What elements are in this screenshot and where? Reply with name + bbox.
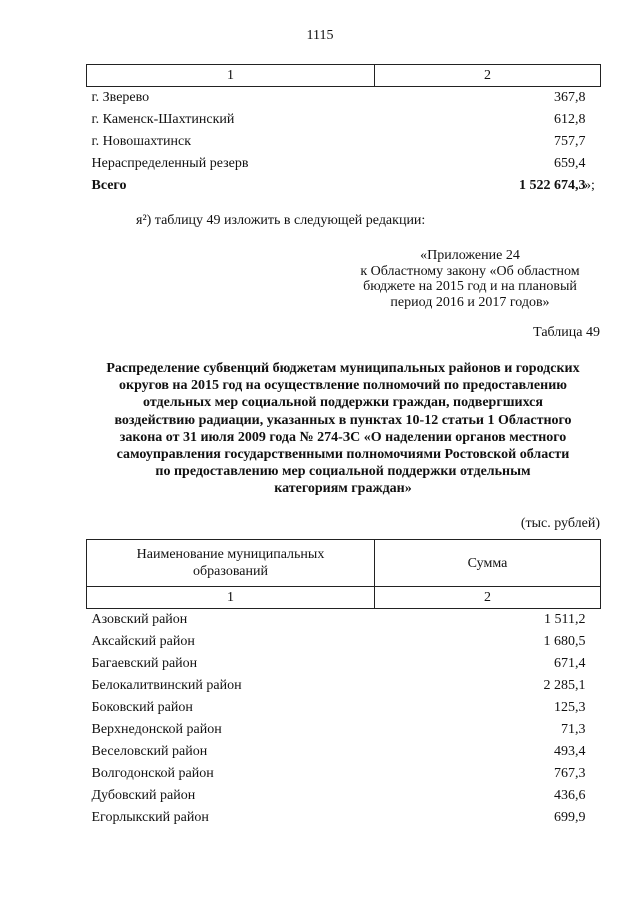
title-line: закона от 31 июля 2009 года № 274-ЗС «О наделении органов местного <box>119 429 567 445</box>
appendix-line: период 2016 и 2017 годов» <box>390 294 550 310</box>
row-value: 125,3 <box>554 700 586 715</box>
total-label: Всего <box>91 178 127 193</box>
row-value: 1 511,2 <box>544 612 586 627</box>
appendix-line: бюджете на 2015 год и на плановый <box>363 279 577 294</box>
row-name: Боковский район <box>91 700 193 715</box>
row-name: Белокалитвинский район <box>91 678 242 693</box>
table-row <box>87 653 601 675</box>
row-name: Азовский район <box>91 612 188 627</box>
row-name: Дубовский район <box>91 788 196 803</box>
row-value: 757,7 <box>554 134 586 149</box>
units-label: (тыс. рублей) <box>520 516 600 531</box>
table-row <box>87 109 601 131</box>
table-row <box>87 719 601 741</box>
column-number-2: 2 <box>375 587 601 609</box>
table-row <box>87 763 601 785</box>
row-value: 367,8 <box>554 90 586 105</box>
row-value: 671,4 <box>554 656 586 671</box>
document-title <box>86 360 600 498</box>
table-row <box>87 153 601 175</box>
appendix-line: к Областному закону «Об областном <box>360 263 580 279</box>
row-value: 659,4 <box>554 156 586 171</box>
page-number: 1115 <box>306 28 334 43</box>
appendix-line: «Приложение 24 <box>420 248 520 263</box>
column-number-1: 1 <box>87 587 375 609</box>
table-row <box>87 785 601 807</box>
table-row <box>87 807 601 829</box>
header-sum: Сумма <box>375 540 601 587</box>
row-value: 612,8 <box>554 112 586 127</box>
row-name: Веселовский район <box>91 744 208 759</box>
title-line: округов на 2015 год на осуществление полномочий по предоставлению <box>119 378 567 394</box>
total-suffix: »; <box>584 178 595 193</box>
table-header-row <box>87 65 601 87</box>
row-name: г. Зверево <box>91 90 150 105</box>
row-value: 1 680,5 <box>543 634 586 649</box>
table-row <box>87 131 601 153</box>
table-header-row <box>87 540 601 587</box>
column-number-1: 1 <box>87 65 375 87</box>
table-number: Таблица 49 <box>533 325 600 340</box>
amendment-paragraph: я²) таблицу 49 изложить в следующей редакции: <box>136 213 426 228</box>
total-value: 1 522 674,3 <box>519 178 586 193</box>
appendix-caption <box>340 248 600 310</box>
row-value: 699,9 <box>554 810 586 825</box>
row-value: 2 285,1 <box>543 678 586 693</box>
subvention-table <box>86 539 601 829</box>
header-line: образований <box>193 564 268 579</box>
title-line: Распределение субвенций бюджетам муниципальных районов и городских <box>106 361 580 376</box>
row-name: Волгодонской район <box>91 766 214 781</box>
row-name: Нераспределенный резерв <box>91 156 249 171</box>
row-name: г. Новошахтинск <box>91 134 192 149</box>
row-value: 71,3 <box>561 722 586 737</box>
table-row <box>87 631 601 653</box>
table-row <box>87 87 601 110</box>
total-row <box>87 175 601 197</box>
title-line: самоуправления государственными полномочиями Ростовской области <box>116 447 570 463</box>
table-row <box>87 697 601 719</box>
row-value: 436,6 <box>554 788 586 803</box>
title-line: воздействию радиации, указанных в пунктах 10-12 статьи 1 Областного <box>114 412 572 428</box>
row-name: г. Каменск-Шахтинский <box>91 112 235 127</box>
column-number-2: 2 <box>375 65 601 87</box>
table-row <box>87 675 601 697</box>
row-name: Егорлыкский район <box>91 810 209 825</box>
table-row <box>87 741 601 763</box>
title-line: категориям граждан» <box>274 481 412 497</box>
row-value: 493,4 <box>554 744 586 759</box>
row-name: Аксайский район <box>91 634 195 649</box>
header-municipality <box>87 540 375 587</box>
row-name: Багаевский район <box>91 656 198 671</box>
row-name: Верхнедонской район <box>91 722 222 737</box>
title-line: отдельных мер социальной поддержки граждан, подвергшихся <box>143 395 543 411</box>
column-number-row <box>87 587 601 609</box>
continued-table <box>86 64 601 197</box>
row-value: 767,3 <box>554 766 586 781</box>
header-line: Наименование муниципальных <box>136 547 325 562</box>
table-row <box>87 609 601 632</box>
title-line: по предоставлению мер социальной поддержки отдельным <box>155 464 531 480</box>
